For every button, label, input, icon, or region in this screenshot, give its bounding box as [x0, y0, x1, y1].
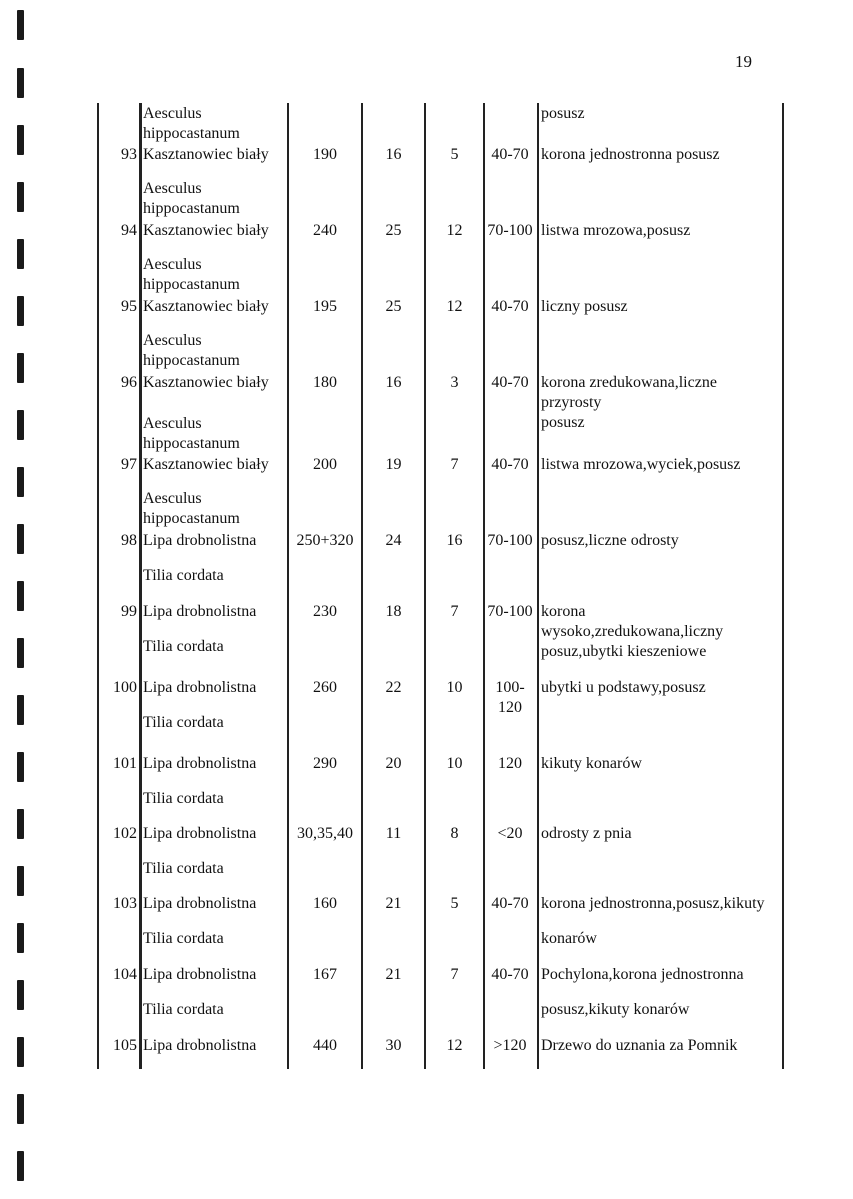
binder-holes — [0, 0, 34, 1199]
age: >120 — [493, 1037, 527, 1054]
binder-hole — [17, 923, 24, 953]
latin-name: hippocastanum — [143, 276, 240, 293]
binder-hole — [17, 182, 24, 212]
height: 25 — [385, 298, 402, 315]
binder-hole — [17, 10, 24, 40]
binder-hole — [17, 866, 24, 896]
notes: konarów — [541, 930, 597, 947]
row-number: 101 — [113, 755, 137, 772]
trunk-circumference: 440 — [313, 1037, 337, 1054]
latin-name: hippocastanum — [143, 510, 240, 527]
notes: korona — [541, 603, 586, 620]
crown-width: 16 — [446, 532, 463, 549]
common-name: Kasztanowiec biały — [143, 146, 269, 163]
latin-name: Aesculus — [143, 105, 202, 122]
row-number: 103 — [113, 895, 137, 912]
age: 40-70 — [491, 895, 529, 912]
height: 11 — [385, 825, 402, 842]
notes: posusz — [541, 105, 585, 122]
common-name: Lipa drobnolistna — [143, 966, 257, 983]
notes: ubytki u podstawy,posusz — [541, 679, 706, 696]
notes: odrosty z pnia — [541, 825, 632, 842]
trunk-circumference: 167 — [313, 966, 337, 983]
binder-hole — [17, 581, 24, 611]
age: 100- — [495, 679, 525, 696]
trunk-circumference: 230 — [313, 603, 337, 620]
notes: Drzewo do uznania za Pomnik — [541, 1037, 738, 1054]
height: 18 — [385, 603, 402, 620]
binder-hole — [17, 752, 24, 782]
binder-hole — [17, 695, 24, 725]
binder-hole — [17, 353, 24, 383]
latin-name: hippocastanum — [143, 200, 240, 217]
crown-width: 12 — [446, 222, 463, 239]
row-number: 97 — [121, 456, 137, 473]
column-rule — [139, 103, 142, 1069]
age: 40-70 — [491, 966, 529, 983]
binder-hole — [17, 68, 24, 98]
notes: listwa mrozowa,posusz — [541, 222, 691, 239]
binder-hole — [17, 467, 24, 497]
common-name: Lipa drobnolistna — [143, 532, 257, 549]
notes: korona jednostronna posusz — [541, 146, 720, 163]
notes: liczny posusz — [541, 298, 628, 315]
binder-hole — [17, 1094, 24, 1124]
latin-name: Tilia cordata — [143, 930, 224, 947]
crown-width: 7 — [450, 966, 459, 983]
crown-width: 7 — [450, 456, 459, 473]
row-number: 99 — [121, 603, 137, 620]
crown-width: 5 — [450, 895, 459, 912]
height: 24 — [385, 532, 402, 549]
crown-width: 10 — [446, 679, 463, 696]
column-rule — [287, 103, 289, 1069]
notes: kikuty konarów — [541, 755, 642, 772]
notes: posuz,ubytki kieszeniowe — [541, 643, 707, 660]
height: 21 — [385, 966, 402, 983]
row-number: 93 — [121, 146, 137, 163]
column-rule — [483, 103, 485, 1069]
common-name: Lipa drobnolistna — [143, 755, 257, 772]
row-number: 98 — [121, 532, 137, 549]
age: 40-70 — [491, 146, 529, 163]
notes: posusz — [541, 414, 585, 431]
row-number: 95 — [121, 298, 137, 315]
trunk-circumference: 180 — [313, 374, 337, 391]
latin-name: hippocastanum — [143, 435, 240, 452]
column-rule — [537, 103, 539, 1069]
binder-hole — [17, 1151, 24, 1181]
binder-hole — [17, 125, 24, 155]
age: 120 — [498, 699, 522, 716]
crown-width: 3 — [450, 374, 459, 391]
latin-name: Tilia cordata — [143, 567, 224, 584]
trunk-circumference: 250+320 — [296, 532, 354, 549]
row-number: 105 — [113, 1037, 137, 1054]
trunk-circumference: 195 — [313, 298, 337, 315]
binder-hole — [17, 1037, 24, 1067]
common-name: Lipa drobnolistna — [143, 825, 257, 842]
height: 19 — [385, 456, 402, 473]
notes: korona jednostronna,posusz,kikuty — [541, 895, 765, 912]
common-name: Kasztanowiec biały — [143, 456, 269, 473]
trunk-circumference: 260 — [313, 679, 337, 696]
table-border-left — [97, 103, 99, 1069]
height: 20 — [385, 755, 402, 772]
crown-width: 8 — [450, 825, 459, 842]
common-name: Kasztanowiec biały — [143, 298, 269, 315]
binder-hole — [17, 410, 24, 440]
notes: listwa mrozowa,wyciek,posusz — [541, 456, 741, 473]
latin-name: Tilia cordata — [143, 790, 224, 807]
trunk-circumference: 160 — [313, 895, 337, 912]
latin-name: Aesculus — [143, 490, 202, 507]
common-name: Lipa drobnolistna — [143, 895, 257, 912]
common-name: Kasztanowiec biały — [143, 222, 269, 239]
latin-name: Tilia cordata — [143, 860, 224, 877]
latin-name: Tilia cordata — [143, 714, 224, 731]
binder-hole — [17, 638, 24, 668]
latin-name: Tilia cordata — [143, 638, 224, 655]
notes: wysoko,zredukowana,liczny — [541, 623, 724, 640]
binder-hole — [17, 809, 24, 839]
crown-width: 5 — [450, 146, 459, 163]
latin-name: hippocastanum — [143, 125, 240, 142]
latin-name: Aesculus — [143, 415, 202, 432]
row-number: 104 — [113, 966, 137, 983]
trunk-circumference: 200 — [313, 456, 337, 473]
age: 40-70 — [491, 456, 529, 473]
common-name: Lipa drobnolistna — [143, 1037, 257, 1054]
trunk-circumference: 190 — [313, 146, 337, 163]
trunk-circumference: 290 — [313, 755, 337, 772]
height: 16 — [385, 146, 402, 163]
notes: przyrosty — [541, 394, 602, 411]
common-name: Lipa drobnolistna — [143, 679, 257, 696]
crown-width: 10 — [446, 755, 463, 772]
height: 16 — [385, 374, 402, 391]
age: 70-100 — [487, 603, 533, 620]
page-number: 19 — [735, 52, 752, 71]
latin-name: Aesculus — [143, 332, 202, 349]
crown-width: 12 — [446, 1037, 463, 1054]
latin-name: Aesculus — [143, 180, 202, 197]
height: 21 — [385, 895, 402, 912]
latin-name: Aesculus — [143, 256, 202, 273]
table-border-right — [782, 103, 784, 1069]
age: 70-100 — [487, 532, 533, 549]
binder-hole — [17, 296, 24, 326]
trunk-circumference: 30,35,40 — [297, 825, 353, 842]
notes: korona zredukowana,liczne — [541, 374, 717, 391]
binder-hole — [17, 980, 24, 1010]
notes: Pochylona,korona jednostronna — [541, 966, 744, 983]
row-number: 102 — [113, 825, 137, 842]
row-number: 94 — [121, 222, 137, 239]
age: <20 — [497, 825, 523, 842]
notes: posusz,liczne odrosty — [541, 532, 679, 549]
age: 40-70 — [491, 298, 529, 315]
latin-name: Tilia cordata — [143, 1001, 224, 1018]
binder-hole — [17, 239, 24, 269]
age: 40-70 — [491, 374, 529, 391]
trunk-circumference: 240 — [313, 222, 337, 239]
common-name: Kasztanowiec biały — [143, 374, 269, 391]
binder-hole — [17, 524, 24, 554]
height: 25 — [385, 222, 402, 239]
age: 120 — [498, 755, 522, 772]
age: 70-100 — [487, 222, 533, 239]
row-number: 96 — [121, 374, 137, 391]
height: 30 — [385, 1037, 402, 1054]
notes: posusz,kikuty konarów — [541, 1001, 690, 1018]
crown-width: 7 — [450, 603, 459, 620]
column-rule — [361, 103, 363, 1069]
row-number: 100 — [113, 679, 137, 696]
latin-name: hippocastanum — [143, 352, 240, 369]
crown-width: 12 — [446, 298, 463, 315]
height: 22 — [385, 679, 402, 696]
common-name: Lipa drobnolistna — [143, 603, 257, 620]
column-rule — [424, 103, 426, 1069]
